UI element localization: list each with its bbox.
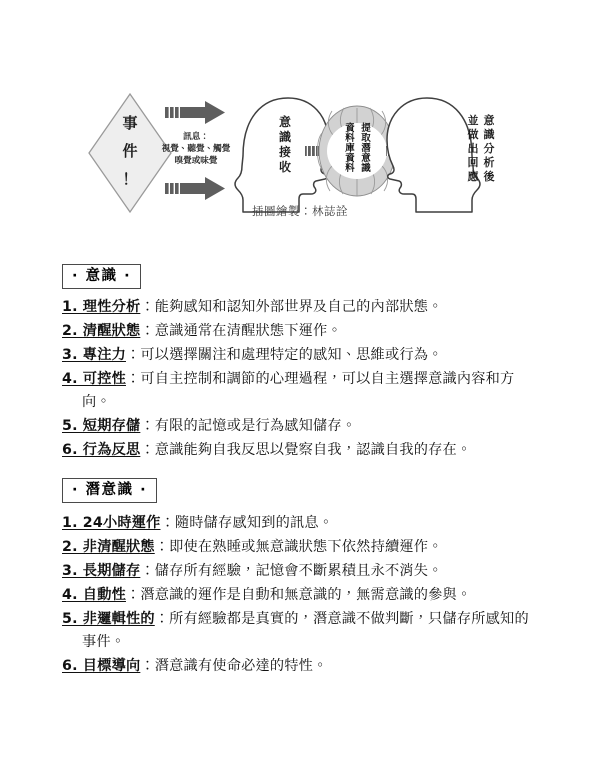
brain-col2-char-3: 庫 (345, 143, 355, 154)
event-diamond (89, 94, 171, 212)
list-item-label: 2. 非清醒狀態 (62, 539, 155, 555)
stimulus-line-1: 訊息： (183, 132, 209, 142)
event-char-2: 件 (122, 142, 138, 160)
arrow-event-to-head-bottom (165, 177, 225, 200)
brain-col1-char-3: 潛 (361, 143, 371, 154)
list-item (62, 296, 540, 319)
list-item-body: 有限的記憶或是行為感知儲存。 (154, 418, 357, 434)
respond-col1-char-1: 意 (483, 114, 495, 127)
list-item-colon: ： (140, 442, 155, 458)
list-item-colon: ： (140, 563, 155, 579)
head-receive-char-2: 識 (278, 130, 292, 144)
respond-col2-char-1: 並 (467, 114, 479, 127)
respond-col1-char-4: 析 (483, 156, 495, 169)
list-item-colon: ： (154, 611, 170, 627)
stimulus-line-2: 視覺、聽覺、觸覺 (161, 144, 231, 154)
respond-col2-char-4: 回 (467, 156, 479, 169)
list-item-body: 隨時儲存感知到的訊息。 (174, 515, 334, 531)
diagram-caption: 插圖繪製：林誌詮 (252, 204, 348, 218)
list-item-body: 意識能夠自我反思以覺察自我，認識自我的存在。 (154, 442, 472, 458)
list-item-label: 4. 自動性 (62, 587, 126, 603)
list-item-body: 潛意識的運作是自動和無意識的，無需意識的參與。 (140, 587, 472, 603)
respond-col1-char-2: 識 (483, 128, 495, 141)
list-item-label: 5. 非邏輯性的 (62, 611, 155, 627)
stimulus-line-3: 嗅覺或味覺 (174, 156, 218, 166)
list-item-label: 1. 24小時運作 (62, 515, 161, 531)
list-item (62, 320, 540, 343)
event-char-3: ！ (122, 170, 138, 188)
list-item-label: 5. 短期存儲 (62, 418, 141, 434)
list-item-label: 1. 理性分析 (62, 299, 141, 315)
list-item-body: 可以選擇關注和處理特定的感知、思維或行為。 (140, 347, 443, 363)
list-item-label: 3. 專注力 (62, 347, 126, 363)
list-item-label: 3. 長期儲存 (62, 563, 141, 579)
list-item-label: 6. 行為反思 (62, 442, 141, 458)
list-item-colon: ： (125, 371, 141, 387)
list-item (62, 560, 540, 583)
list-item (62, 439, 540, 462)
respond-col2-char-5: 應 (467, 170, 479, 183)
list-item (62, 655, 540, 678)
head-receive-char-1: 意 (278, 115, 292, 129)
brain-col2-char-4: 資 (345, 153, 355, 164)
list-item-colon: ： (140, 658, 155, 674)
head-respond-labels (468, 113, 496, 183)
list-item-label: 4. 可控性 (62, 371, 126, 387)
list-item-colon: ： (140, 299, 155, 315)
list-item (62, 344, 540, 367)
section-heading-subconscious: · 潛意識 · (62, 478, 157, 503)
list-item-label: 2. 清醒狀態 (62, 323, 141, 339)
list-item-label: 6. 目標導向 (62, 658, 141, 674)
brain-col2-char-1: 資 (345, 123, 355, 134)
subconscious-list (62, 512, 540, 679)
list-item-body: 所有經驗都是真實的，潛意識不做判斷，只儲存所感知的事件。 (82, 611, 529, 650)
head-respond-icon (387, 98, 480, 212)
section-heading-consciousness: · 意識 · (62, 264, 141, 289)
brain-col1-char-5: 識 (361, 163, 371, 174)
list-item (62, 584, 540, 607)
list-item-colon: ： (125, 587, 141, 603)
brain-col1-char-2: 取 (361, 133, 371, 144)
list-item (62, 512, 540, 535)
stimulus-label (162, 130, 231, 166)
head-receive-char-4: 收 (278, 160, 292, 174)
list-item (62, 536, 540, 559)
brain-col2-char-5: 料 (345, 163, 355, 174)
list-item-body: 潛意識有使命必達的特性。 (154, 658, 328, 674)
list-item-body: 意識通常在清醒狀態下運作。 (154, 323, 342, 339)
list-item-body: 可自主控制和調節的心理過程，可以自主選擇意識內容和方向。 (82, 371, 515, 410)
list-item-colon: ： (154, 539, 170, 555)
list-item-colon: ： (160, 515, 175, 531)
brain-col1-char-1: 提 (361, 123, 371, 134)
brain-col2-char-2: 料 (345, 133, 355, 144)
head-receive-char-3: 接 (278, 145, 292, 159)
event-char-1: 事 (122, 114, 138, 132)
respond-col1-char-5: 後 (483, 170, 495, 183)
list-item (62, 608, 540, 654)
list-item (62, 368, 540, 414)
list-item (62, 415, 540, 438)
list-item-colon: ： (140, 323, 155, 339)
list-item-colon: ： (125, 347, 141, 363)
list-item-body: 即使在熟睡或無意識狀態下依然持續運作。 (169, 539, 443, 555)
consciousness-list (62, 296, 540, 463)
list-item-colon: ： (140, 418, 155, 434)
brain-col1-char-4: 意 (361, 153, 371, 164)
respond-col2-char-2: 做 (467, 128, 479, 141)
respond-col2-char-3: 出 (467, 142, 479, 155)
arrow-event-to-head-top (165, 101, 225, 124)
list-item-body: 儲存所有經驗，記憶會不斷累積且永不消失。 (154, 563, 443, 579)
list-item-body: 能夠感知和認知外部世界及自己的內部狀態。 (154, 299, 443, 315)
brain-icon (318, 106, 397, 196)
respond-col1-char-3: 分 (483, 142, 495, 155)
